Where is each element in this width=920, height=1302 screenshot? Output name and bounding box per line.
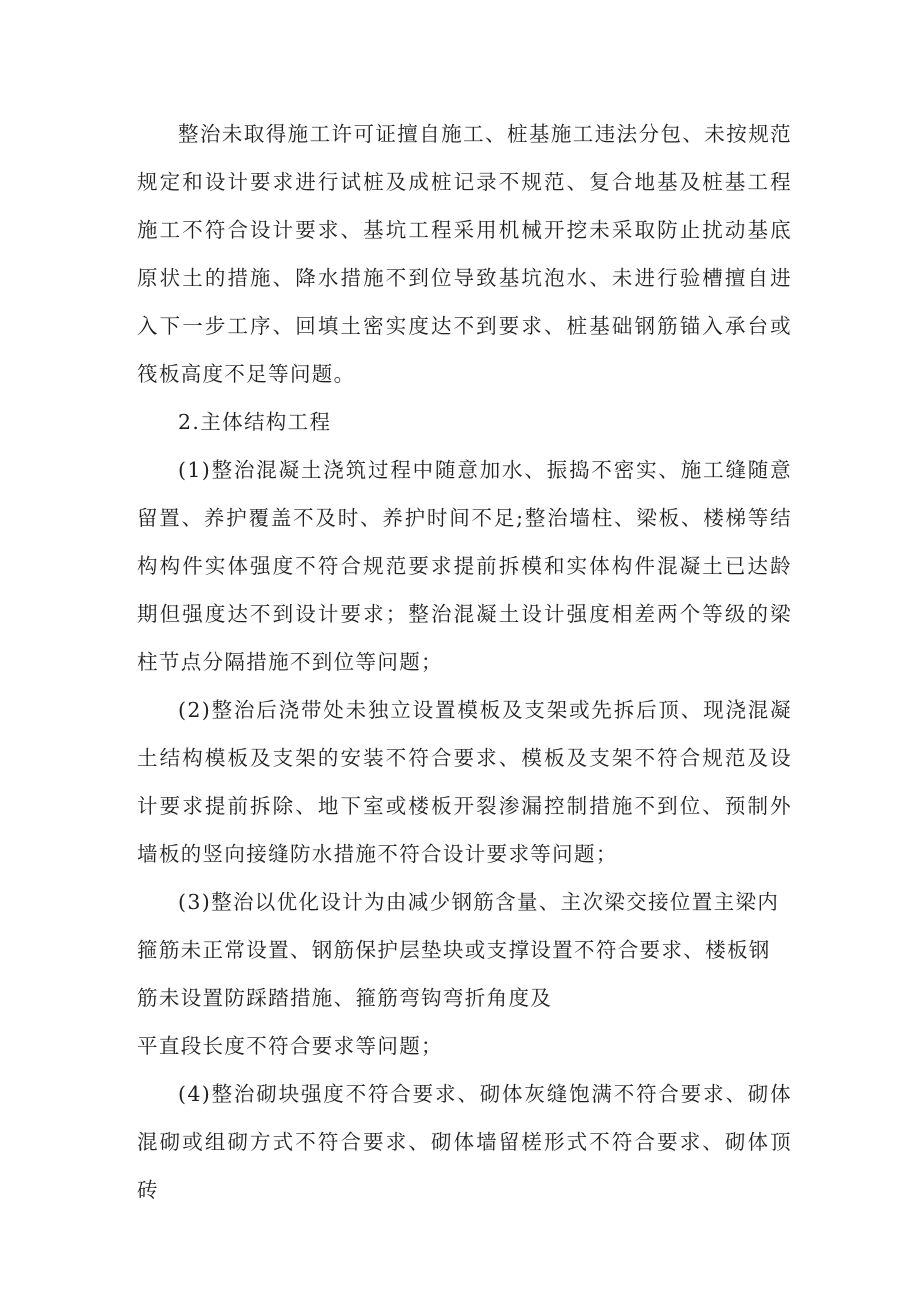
paragraph-item-1-concrete: (1)整治混凝土浇筑过程中随意加水、振捣不密实、施工缝随意留置、养护覆盖不及时、养护时间不足;整治墙柱、梁板、楼梯等结构构件实体强度不符合规范要求提前拆模和实体构件混凝土已达龄期但强度达不到设计要求；整治混凝土设计强度相差两个等级的梁柱节点分隔措施不到位等问题； xyxy=(137,458,792,674)
paragraph-item-3-continued: 平直段长度不符合要求等问题； xyxy=(137,1034,443,1058)
section-heading-main-structure: 2.主体结构工程 xyxy=(178,410,332,434)
paragraph-foundation-issues: 整治未取得施工许可证擅自施工、桩基施工违法分包、未按规范规定和设计要求进行试桩及成桩记录不规范、复合地基及桩基工程施工不符合设计要求、基坑工程采用机械开挖未采取防止扰动基底原状土的措施、降水措施不到位导致基坑泡水、未进行验槽擅自进入下一步工序、回填土密实度达不到要求、桩基础钢筋锚入承台或筏板高度不足等问题。 xyxy=(137,122,792,386)
document-body xyxy=(137,110,792,1214)
paragraph-item-4-masonry: (4)整治砌块强度不符合要求、砌体灰缝饱满不符合要求、砌体混砌或组砌方式不符合要求、砌体墙留槎形式不符合要求、砌体顶砖 xyxy=(137,1082,792,1202)
paragraph-item-3-rebar: (3)整治以优化设计为由减少钢筋含量、主次梁交接位置主梁内箍筋未正常设置、钢筋保护层垫块或支撑设置不符合要求、楼板钢筋未设置防踩踏措施、箍筋弯钩弯折角度及 xyxy=(137,890,780,1010)
paragraph-item-2-formwork: (2)整治后浇带处未独立设置模板及支架或先拆后顶、现浇混凝土结构模板及支架的安装不符合要求、模板及支架不符合规范及设计要求提前拆除、地下室或楼板开裂渗漏控制措施不到位、预制外墙板的竖向接缝防水措施不符合设计要求等问题； xyxy=(137,698,792,866)
